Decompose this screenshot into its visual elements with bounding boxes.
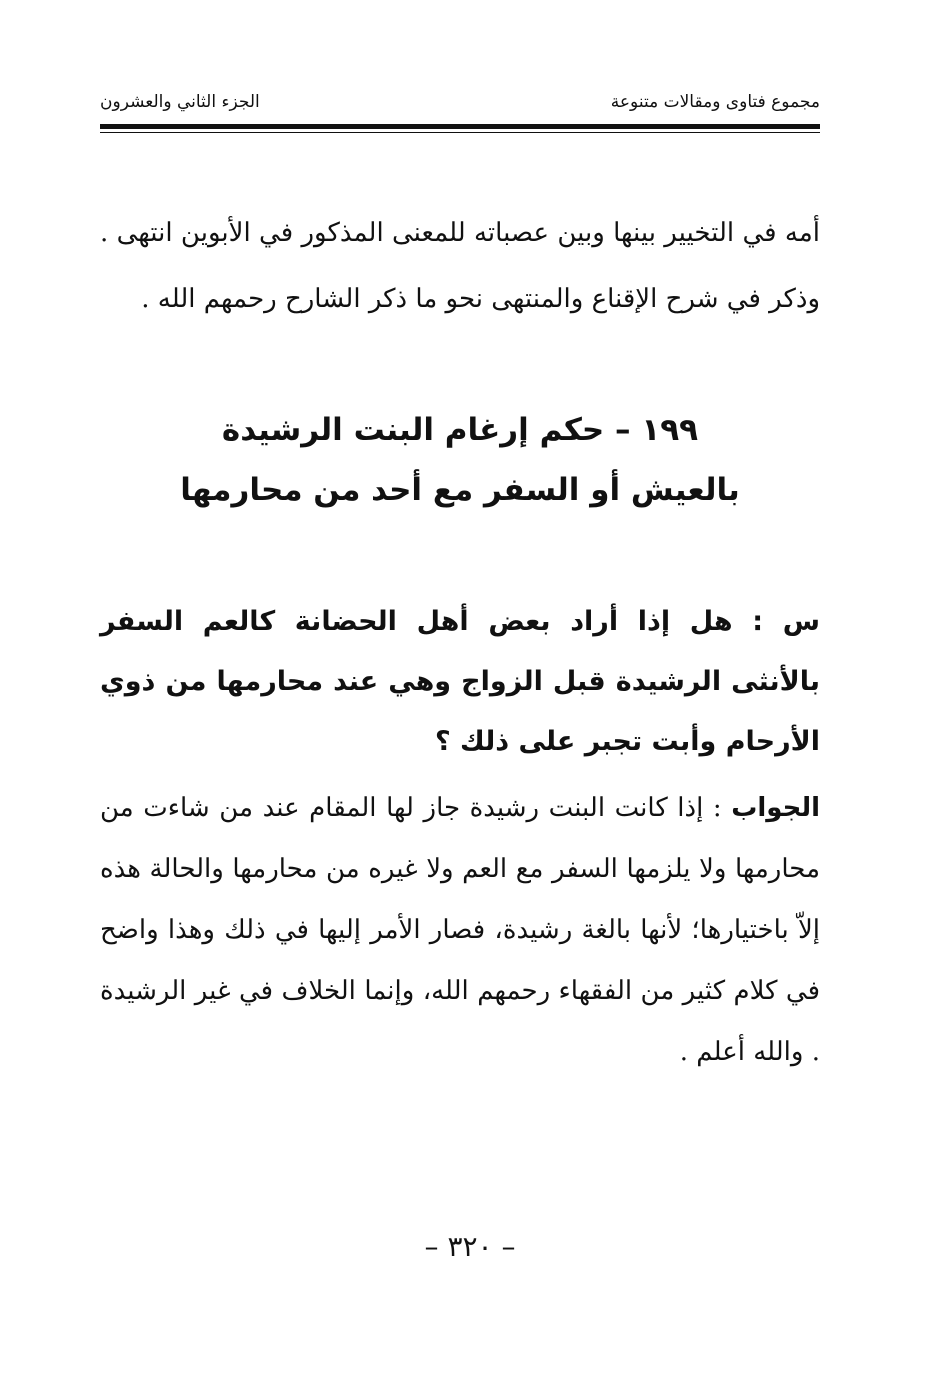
page-number: – ٣٢٠ – bbox=[424, 1230, 516, 1263]
answer-text: : إذا كانت البنت رشيدة جاز لها المقام عند من شاءت من محارمها ولا يلزمها السفر مع العم ولا غيره من محارمها والحالة هذه إلاّ باختيارها؛ لأنها بالغة رشيدة، فصار الأمر إليها في ذلك وهذا واضح في كلام كثير من الفقهاء رحمهم الله، وإنما الخلاف في غير الرشيدة . والله أعلم . bbox=[100, 793, 820, 1067]
section-title-line-2: بالعيش أو السفر مع أحد من محارمها bbox=[180, 472, 740, 508]
volume-label: الجزء الثاني والعشرون bbox=[100, 92, 260, 112]
question-paragraph: س : هل إذا أراد بعض أهل الحضانة كالعم السفر بالأنثى الرشيدة قبل الزواج وهي عند محارمها من ذوي الأرحام وأبت تجبر على ذلك ؟ bbox=[100, 606, 820, 757]
intro-paragraph: أمه في التخيير بينها وبين عصباته للمعنى المذكور في الأبوين انتهى . وذكر في شرح الإقناع والمنتهى نحو ما ذكر الشارح رحمهم الله . bbox=[100, 218, 820, 314]
answer-paragraph bbox=[100, 778, 820, 1083]
header-rule-thin bbox=[100, 132, 820, 133]
answer-label: الجواب bbox=[731, 793, 820, 823]
section-title-line-1: ١٩٩ – حكم إرغام البنت الرشيدة bbox=[221, 412, 699, 448]
running-header bbox=[100, 88, 820, 116]
book-title: مجموع فتاوى ومقالات متنوعة bbox=[610, 92, 820, 112]
section-heading bbox=[100, 400, 820, 520]
header-rule-thick bbox=[100, 124, 820, 129]
